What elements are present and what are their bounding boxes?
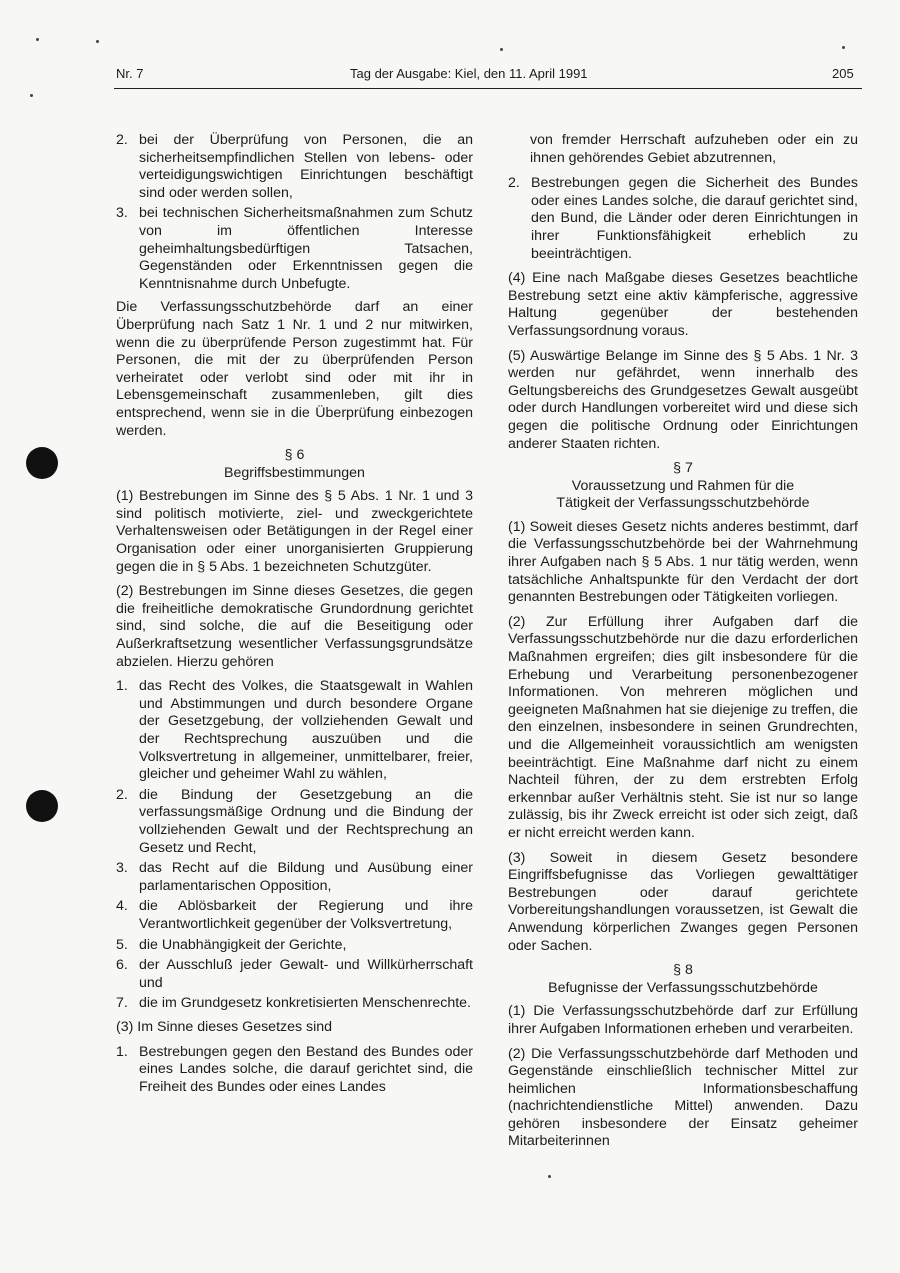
list-item: 1. das Recht des Volkes, die Staatsgewalt in Wahlen und Abstimmungen und durch besondere Organe der Gesetzgebung, der vollziehenden Gewalt und der Rechtsprechung auszuüben und die Volksvertretung in allgemeiner, unmittelbarer, freier, gleicher und geheimer Wahl zu wählen,: [116, 678, 473, 783]
scan-speck: [500, 48, 503, 51]
paragraph: (3) Im Sinne dieses Gesetzes sind: [116, 1018, 333, 1035]
paragraph: (1) Bestrebungen im Sinne des § 5 Abs. 1 Nr. 1 und 3 sind politisch motivierte, ziel- und zweckgerichtete Verhaltensweisen oder Betätigungen in der Regel einer Organisation oder einer unorganisierten Gruppierung gegen die in § 5 Abs. 1 bezeichneten Schutzgüter.: [116, 488, 473, 575]
punch-hole: [26, 447, 58, 479]
list-item: 1. Bestrebungen gegen den Bestand des Bundes oder eines Landes solche, die darauf gerichtet sind, die Freiheit des Bundes oder eines Landes: [116, 1043, 473, 1095]
continued-text: von fremder Herrschaft aufzuheben oder ein zu ihnen gehörendes Gebiet abzutrennen,: [530, 132, 858, 166]
paragraph: Die Verfassungsschutzbehörde darf an einer Überprüfung nach Satz 1 Nr. 1 und 2 nur mitwirken, wenn die zu überprüfende Person zugestimmt hat. Für Personen, die mit der zu überprüfenden Person verheiratet oder verlobt sind oder mit ihr in Lebensgemeinschaft zusammenleben, gilt dies entsprechend, wenn sie in die Überprüfung einbezogen werden.: [116, 299, 473, 439]
page-number: 205: [832, 66, 854, 81]
paragraph: (2) Zur Erfüllung ihrer Aufgaben darf die Verfassungsschutzbehörde nur die dazu erforderlichen Maßnahmen ergreifen; dies gilt insbesondere für die Erhebung und Verarbeitung personenbezogener Informationen. Von mehreren möglichen und geeigneten Maßnahmen hat sie diejenige zu treffen, die den einzelnen, insbesondere in seinen Grundrechten, und die Allgemeinheit voraussichtlich am wenigsten beeinträchtigt. Eine Maßnahme darf nicht zu einem Nachteil führen, der zu dem erstrebten Erfolg erkennbar außer Verhältnis steht. Sie ist nur so lange zulässig, bis ihr Zweck erreicht ist oder sich zeigt, daß er nicht erreicht werden kann.: [508, 613, 858, 841]
header-rule: [114, 88, 862, 89]
section-number: § 6: [284, 447, 305, 464]
list-item: 3. das Recht auf die Bildung und Ausübung einer parlamentarischen Opposition,: [116, 860, 473, 894]
left-column: [116, 132, 473, 1099]
list-item: 2. bei der Überprüfung von Personen, die an sicherheitsempfindlichen Stellen von lebens- oder verteidigungswichtigen Einrichtungen beschäftigt sind oder werden sollen,: [116, 132, 473, 201]
paragraph: (1) Soweit dieses Gesetz nichts anderes bestimmt, darf die Verfassungsschutzbehörde bei der Wahrnehmung ihrer Aufgaben nach § 5 Abs. 1 nur tätig werden, wenn tatsächliche Anhaltspunkte für den Verdacht der dort genannten Bestrebungen oder Tätigkeiten vorliegen.: [508, 518, 858, 606]
punch-hole: [26, 790, 58, 822]
paragraph: (2) Die Verfassungsschutzbehörde darf Methoden und Gegenstände einschließlich technischer Mittel zur heimlichen Informationsbeschaffung (nachrichtendienstliche Mittel) anwenden. Dazu gehören insbesondere der Einsatz geheimer Mitarbeiterinnen: [508, 1045, 858, 1150]
scan-speck: [548, 1175, 551, 1178]
list-item: 2. Bestrebungen gegen die Sicherheit des Bundes oder eines Landes solche, die darauf gerichtet sind, den Bund, die Länder oder deren Einrichtungen in ihrer Funktionsfähigkeit erheblich zu beeinträchtigen.: [508, 175, 858, 262]
scan-speck: [36, 38, 39, 41]
list-item: 2. die Bindung der Gesetzgebung an die verfassungsmäßige Ordnung und die Bindung der vollziehenden Gewalt und der Rechtsprechung an Gesetz und Recht,: [116, 786, 473, 856]
list-item: 7. die im Grundgesetz konkretisierten Menschenrechte.: [116, 995, 471, 1012]
paragraph: (4) Eine nach Maßgabe dieses Gesetzes beachtliche Bestrebung setzt eine aktiv kämpferische, aggressive Haltung gegenüber der bestehenden Verfassungsordnung voraus.: [508, 270, 858, 339]
list-item: 5. die Unabhängigkeit der Gerichte,: [116, 936, 347, 953]
paragraph: (3) Soweit in diesem Gesetz besondere Eingriffsbefugnisse das Vorliegen gewalttätiger Bestrebungen oder darauf gerichtete Vorbereitungshandlungen voraussetzen, ist Gewalt die Anwendung körperlichen Zwanges gegen Personen oder Sachen.: [508, 849, 858, 954]
scan-speck: [30, 94, 33, 97]
paragraph: (2) Bestrebungen im Sinne dieses Gesetzes, die gegen die freiheitliche demokratische Grundordnung gerichtet sind, sind solche, die auf die Beseitigung oder Außerkraftsetzung wesentlicher Verfassungsgrundsätze abzielen. Hierzu gehören: [116, 583, 473, 670]
right-column: [508, 132, 858, 1158]
list-item: 6. der Ausschluß jeder Gewalt- und Willkürherrschaft und: [116, 957, 473, 991]
paragraph: (5) Auswärtige Belange im Sinne des § 5 Abs. 1 Nr. 3 werden nur gefährdet, wenn innerhalb des Geltungsbereichs des Grundgesetzes Gewalt ausgeübt oder durch Handlungen vorbereitet wird und diese sich gegen die politische Ordnung oder Einrichtungen anderer Staaten richten.: [508, 347, 858, 452]
section-title: Befugnisse der Verfassungsschutzbehörde: [548, 979, 818, 996]
issue-date: Tag der Ausgabe: Kiel, den 11. April 1991: [350, 66, 588, 81]
section-title: Voraussetzung und Rahmen für die Tätigkeit der Verfassungsschutzbehörde: [556, 477, 810, 512]
section-number: § 8: [673, 962, 693, 979]
section-title: Begriffsbestimmungen: [224, 464, 365, 481]
scan-speck: [96, 40, 99, 43]
issue-number: Nr. 7: [116, 66, 144, 81]
list-item: 3. bei technischen Sicherheitsmaßnahmen zum Schutz von im öffentlichen Interesse geheimhaltungsbedürftigen Tatsachen, Gegenständen oder Erkenntnissen gegen die Kenntnisnahme durch Unbefugte.: [116, 205, 473, 292]
list-item: 4. die Ablösbarkeit der Regierung und ihre Verantwortlichkeit gegenüber der Volksvertretung,: [116, 898, 473, 932]
section-number: § 7: [673, 460, 693, 477]
paragraph: (1) Die Verfassungsschutzbehörde darf zur Erfüllung ihrer Aufgaben Informationen erheben und verarbeiten.: [508, 1003, 858, 1037]
scan-speck: [842, 46, 845, 49]
